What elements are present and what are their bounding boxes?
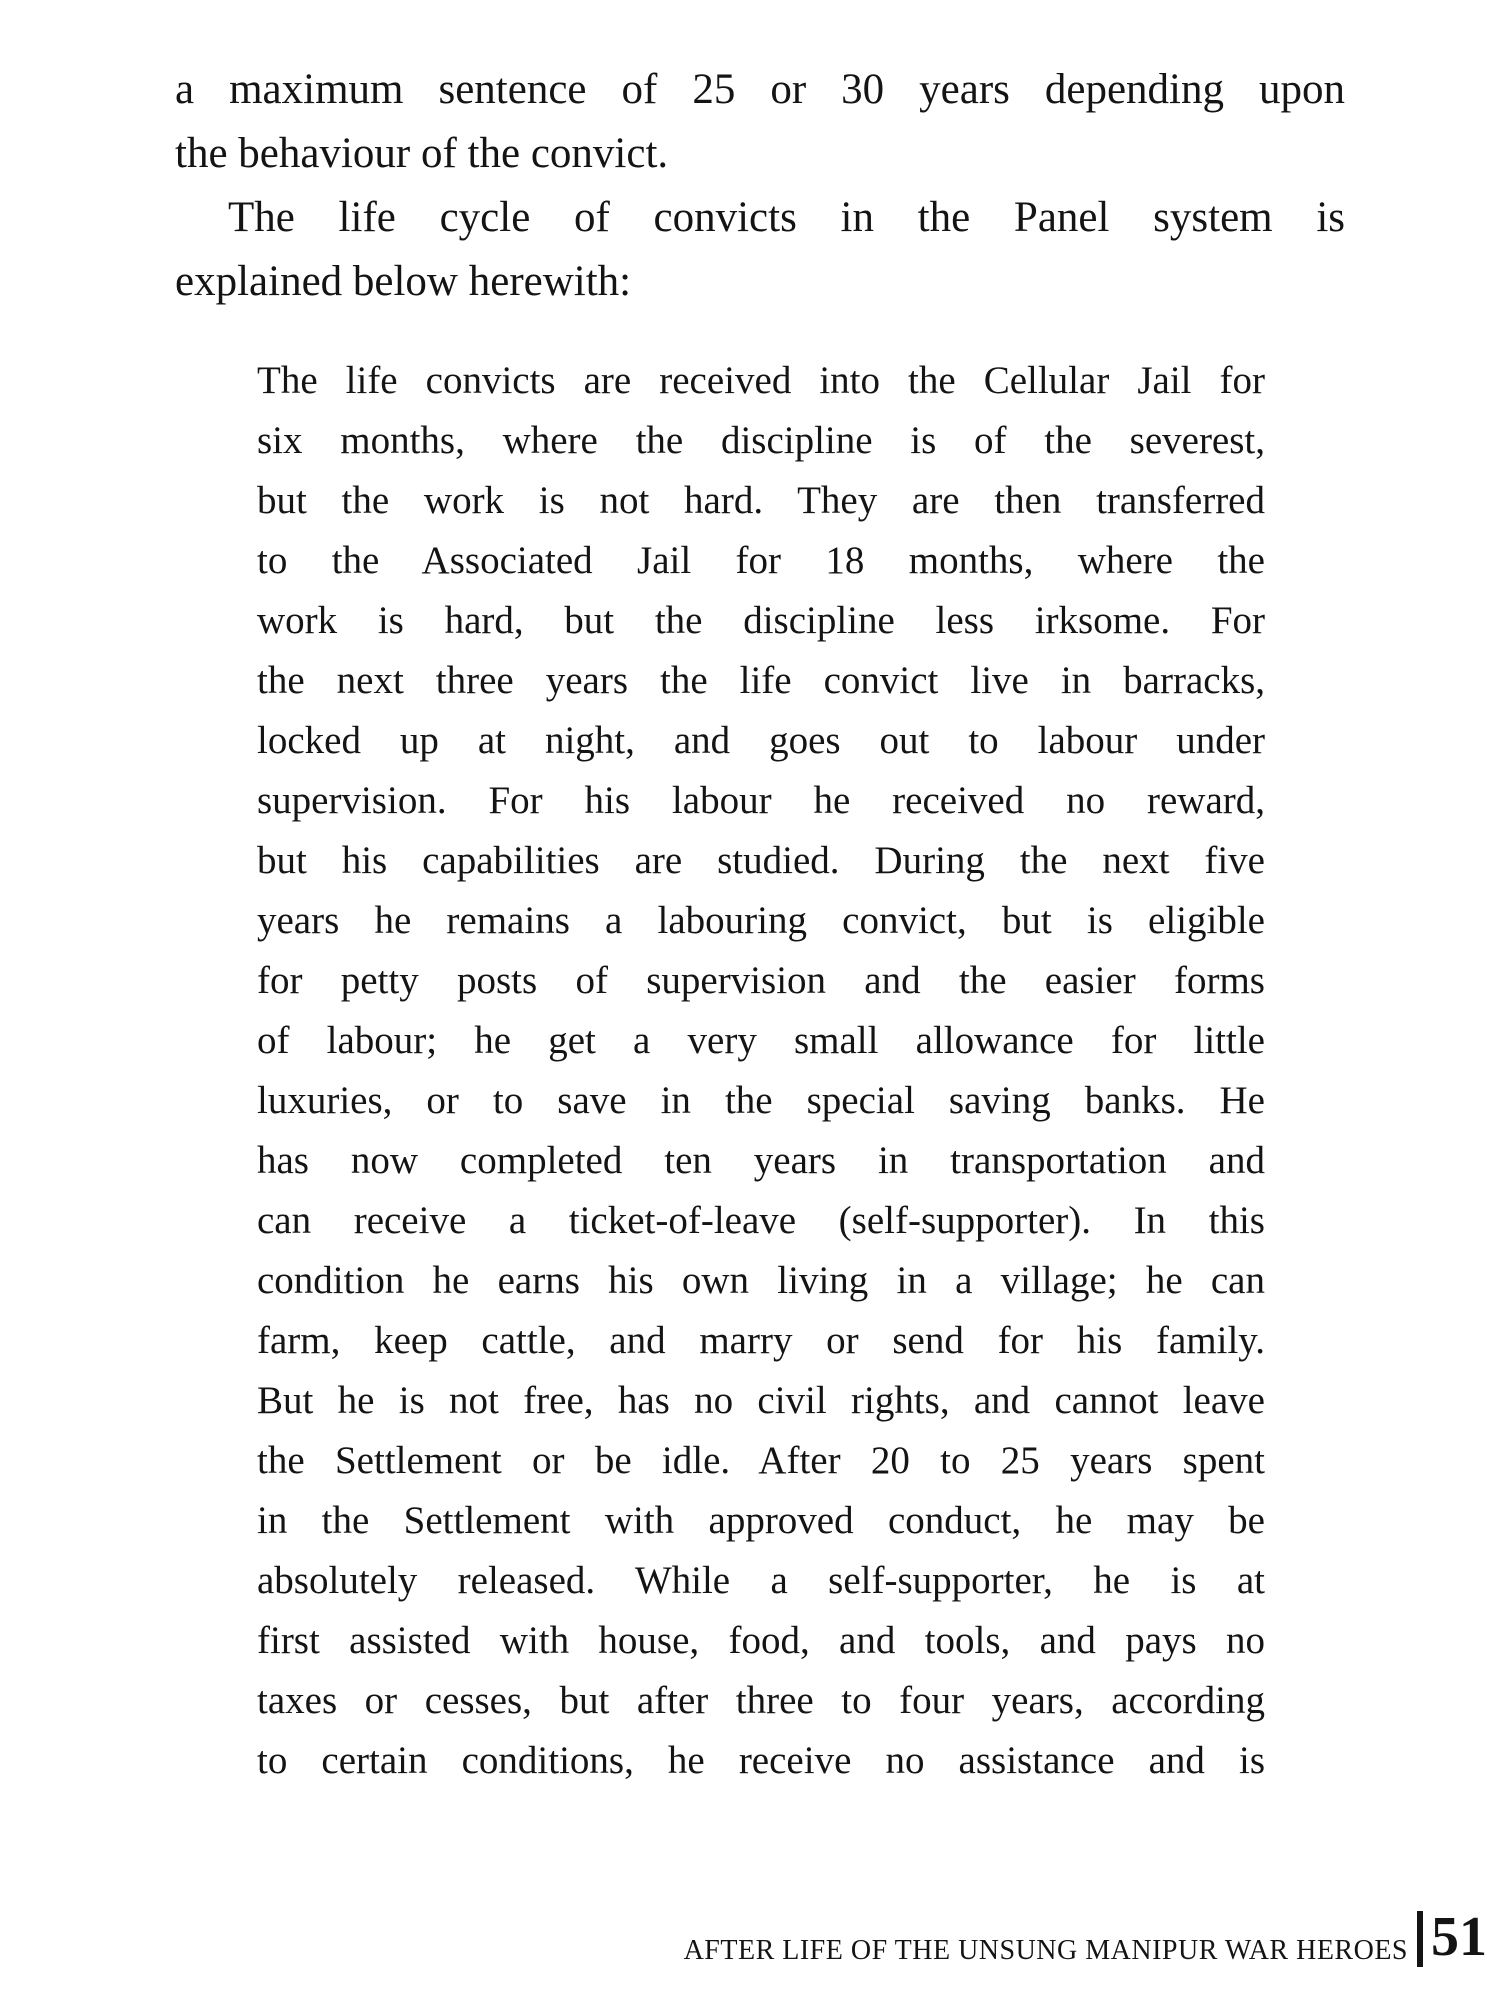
quote-line: The life convicts are received into the Cellular Jail for: [257, 359, 1265, 402]
quote-line: to the Associated Jail for 18 months, where the: [257, 539, 1265, 582]
running-head: AFTER LIFE OF THE UNSUNG MANIPUR WAR HEROES: [683, 1935, 1408, 1966]
intro-line-2: explained below herewith:: [175, 258, 632, 305]
page-number: 51: [1431, 1906, 1487, 1968]
continuation-line-1: a maximum sentence of 25 or 30 years depending upon: [175, 66, 1345, 113]
quote-line: the Settlement or be idle. After 20 to 25 years spent: [257, 1439, 1265, 1482]
quote-line: for petty posts of supervision and the easier forms: [257, 959, 1265, 1002]
block-quote: [257, 351, 1265, 1791]
quote-line: absolutely released. While a self-supporter, he is at: [257, 1559, 1265, 1602]
quote-line: six months, where the discipline is of the severest,: [257, 419, 1265, 462]
quote-line: years he remains a labouring convict, but is eligible: [257, 899, 1265, 942]
quote-line: but his capabilities are studied. During the next five: [257, 839, 1265, 882]
quote-line: first assisted with house, food, and tools, and pays no: [257, 1619, 1265, 1662]
quote-line: farm, keep cattle, and marry or send for his family.: [257, 1319, 1265, 1362]
page-footer: [0, 1905, 1500, 1975]
quote-line: supervision. For his labour he received no reward,: [257, 779, 1265, 822]
quote-line: to certain conditions, he receive no assistance and is: [257, 1739, 1265, 1782]
quote-line: But he is not free, has no civil rights, and cannot leave: [257, 1379, 1265, 1422]
continuation-line-2: the behaviour of the convict.: [175, 130, 669, 177]
quote-line: locked up at night, and goes out to labour under: [257, 719, 1265, 762]
footer-divider: [1417, 1911, 1423, 1967]
quote-line: in the Settlement with approved conduct, he may be: [257, 1499, 1265, 1542]
quote-line: can receive a ticket-of-leave (self-supporter). In this: [257, 1199, 1265, 1242]
quote-line: condition he earns his own living in a village; he can: [257, 1259, 1265, 1302]
quote-line: taxes or cesses, but after three to four years, according: [257, 1679, 1265, 1722]
quote-line: of labour; he get a very small allowance for little: [257, 1019, 1265, 1062]
quote-line: but the work is not hard. They are then transferred: [257, 479, 1265, 522]
quote-line: the next three years the life convict live in barracks,: [257, 659, 1265, 702]
intro-line-1: The life cycle of convicts in the Panel system is: [228, 194, 1345, 241]
quote-line: work is hard, but the discipline less irksome. For: [257, 599, 1265, 642]
quote-line: has now completed ten years in transportation and: [257, 1139, 1265, 1182]
lead-paragraphs: [175, 58, 1345, 314]
quote-line: luxuries, or to save in the special saving banks. He: [257, 1079, 1265, 1122]
